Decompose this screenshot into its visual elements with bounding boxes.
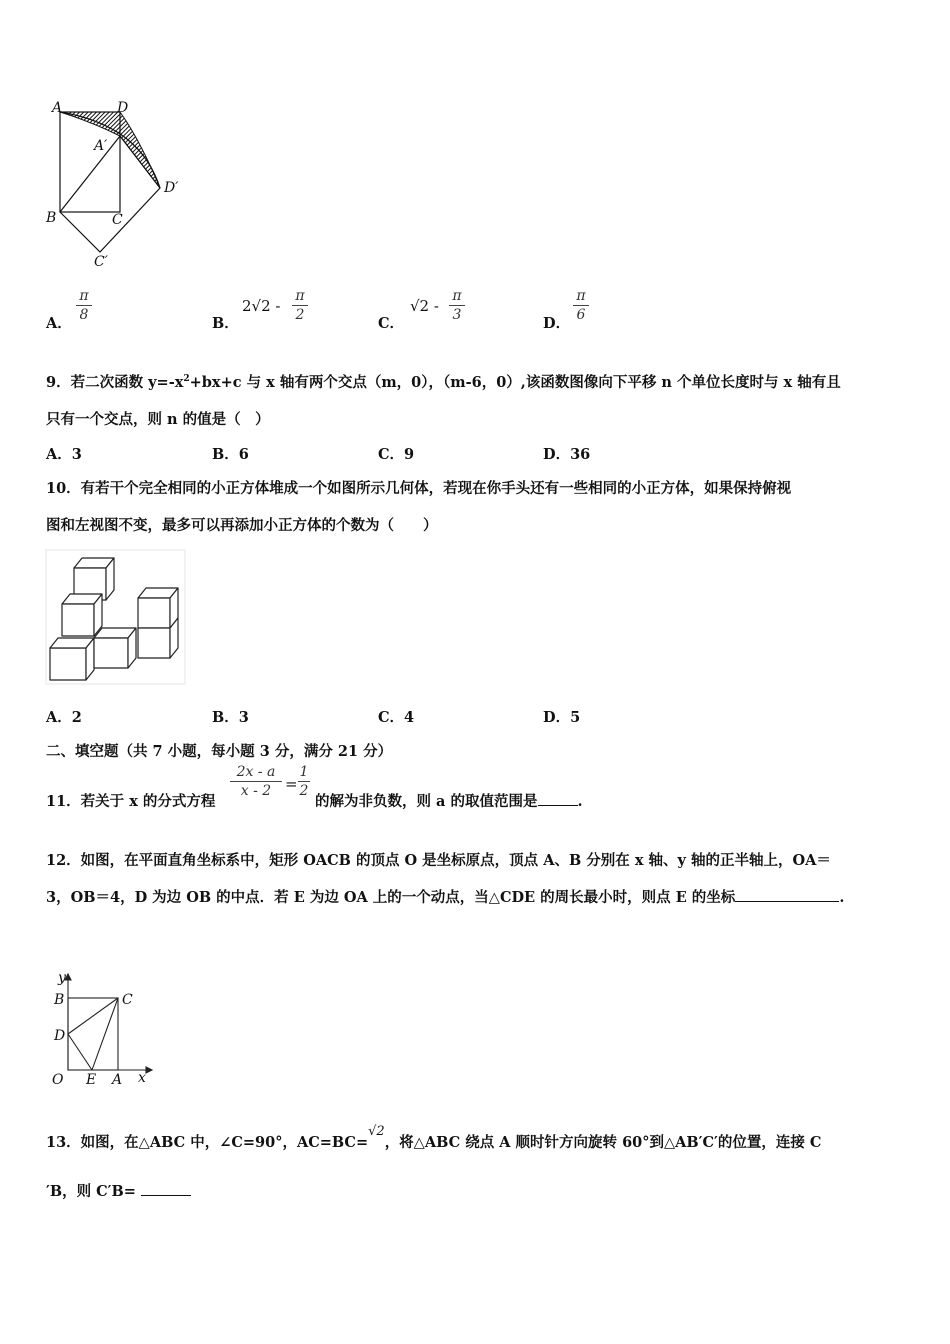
label-A: A <box>52 100 63 116</box>
q11-prefix: 11．若关于 x 的分式方程 <box>46 793 216 810</box>
q8-option-b-frac: π 2 <box>292 288 308 323</box>
q13-line2: ′B，则 C′B= <box>46 1180 191 1201</box>
q10-option-c: C．4 <box>378 709 415 726</box>
label-D-prime: D′ <box>164 180 179 196</box>
q9-line1: 9．若二次函数 $y=-x^2+bx+c$ 与 x 轴有两个交点（m，0），（m-6，0）,该函数图像向下平移 n 个单位长度时与 x 轴有且 <box>46 374 841 391</box>
label-D: D <box>117 100 129 116</box>
q10-line1: 10．有若干个完全相同的小正方体堆成一个如图所示几何体，若现在你手头还有一些相同的小正方体，如果保持俯视 <box>46 480 792 497</box>
q11-equals: = <box>285 775 298 793</box>
q8-option-b-expr: 2√2 - <box>242 297 281 315</box>
label-C: C <box>112 212 123 228</box>
q8-option-c-expr: √2 - <box>410 297 439 315</box>
q11-suffix: 的解为非负数，则 a 的取值范围是 . <box>315 793 583 810</box>
q11-rhs-fraction: 1 2 <box>299 764 309 799</box>
section-2-heading: 二、填空题（共 7 小题，每小题 3 分，满分 21 分） <box>46 743 393 760</box>
q13-line1: 13．如图，在△ABC 中，∠C=90°，AC=BC=$^{√2}$，将△ABC 绕点 A 顺时针方向旋转 60°到△AB′C′的位置，连接 C <box>46 1124 822 1151</box>
q13-answer-blank[interactable] <box>141 1195 191 1196</box>
q12-figure <box>46 970 156 1090</box>
label-C-prime: C′ <box>94 254 108 270</box>
q12-answer-blank[interactable] <box>735 901 839 902</box>
q8-option-d-letter: D． <box>543 315 571 332</box>
q9-line2: 只有一个交点，则 n 的值是（ ） <box>46 411 270 428</box>
label-E: E <box>86 1072 97 1088</box>
label-B: B <box>54 992 65 1008</box>
axis-y-label: y <box>58 970 66 986</box>
q12-line1: 12．如图，在平面直角坐标系中，矩形 OACB 的顶点 O 是坐标原点，顶点 A、B 分别在 x 轴、y 轴的正半轴上，OA＝ <box>46 852 831 869</box>
axis-x-label: x <box>138 1070 146 1086</box>
q9-option-c: C．9 <box>378 446 415 463</box>
label-C: C <box>122 992 133 1008</box>
q8-option-b-letter: B． <box>212 315 239 332</box>
q8-option-a-frac: π 8 <box>76 288 92 323</box>
q10-option-d: D．5 <box>543 709 581 726</box>
label-B: B <box>46 210 57 226</box>
q11-answer-blank[interactable] <box>538 805 578 806</box>
q8-option-a-letter: A． <box>46 315 72 332</box>
label-A-prime: A′ <box>94 138 108 154</box>
q10-cubes-figure <box>46 550 188 686</box>
q8-option-c-letter: C． <box>378 315 405 332</box>
rotated-square <box>60 136 160 252</box>
shaded-region <box>60 112 160 188</box>
q10-option-b: B．3 <box>212 709 249 726</box>
q11-lhs-fraction: 2x - a x - 2 <box>230 764 282 799</box>
label-O: O <box>52 1072 64 1088</box>
q9-option-d: D．36 <box>543 446 591 463</box>
diagonal-ba <box>60 136 120 212</box>
q8-figure <box>40 100 190 270</box>
label-A: A <box>112 1072 123 1088</box>
q9-option-b: B．6 <box>212 446 249 463</box>
label-D: D <box>54 1028 66 1044</box>
q8-option-d-frac: π 6 <box>573 288 589 323</box>
q10-line2: 图和左视图不变，最多可以再添加小正方体的个数为（ ） <box>46 517 438 534</box>
q9-option-a: A．3 <box>46 446 82 463</box>
q12-line2: 3，OB＝4，D 为边 OB 的中点．若 E 为边 OA 上的一个动点，当△CDE 的周长最小时，则点 E 的坐标 . <box>46 889 845 906</box>
q8-option-c-frac: π 3 <box>449 288 465 323</box>
q10-option-a: A．2 <box>46 709 82 726</box>
